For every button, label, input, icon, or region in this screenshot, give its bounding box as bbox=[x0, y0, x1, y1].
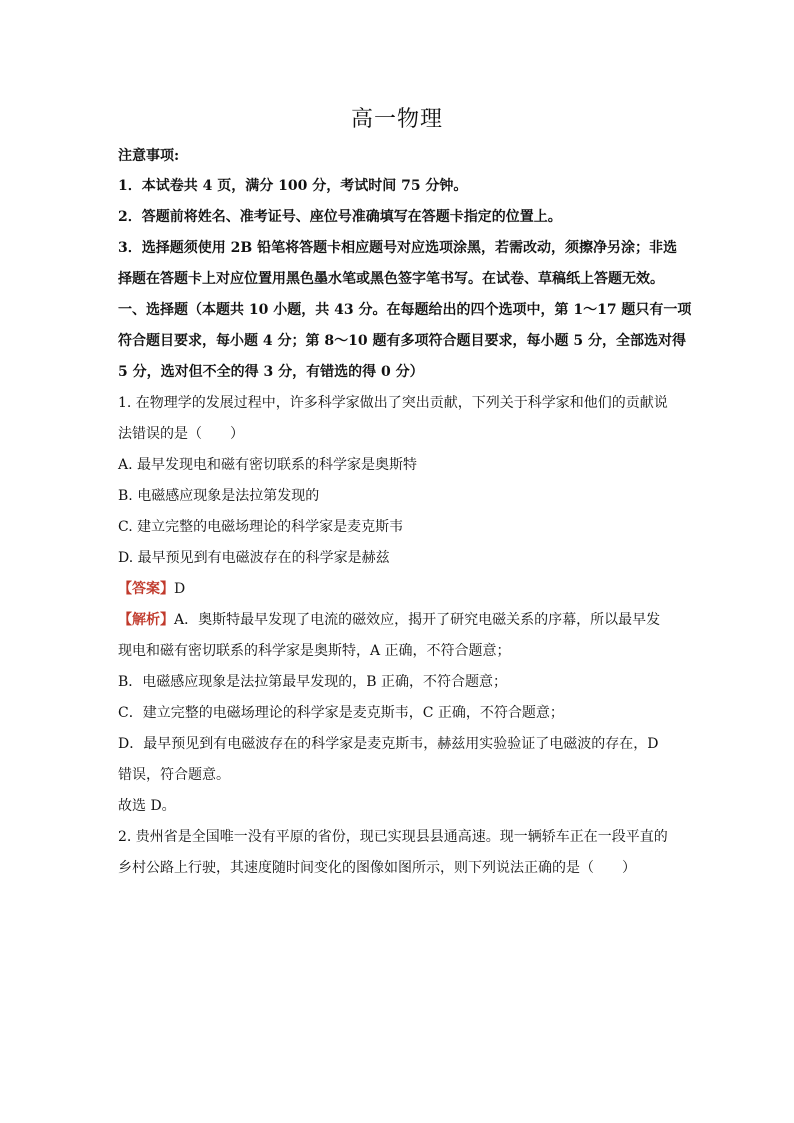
notice-item-1: 1．本试卷共 4 页，满分 100 分，考试时间 75 分钟。 bbox=[118, 178, 468, 194]
analysis-text: A．奥斯特最早发现了电流的磁效应，揭开了研究电磁关系的序幕，所以最早发 bbox=[174, 612, 661, 628]
q1-stem-1: 1. 在物理学的发展过程中，许多科学家做出了突出贡献，下列关于科学家和他们的贡献说 bbox=[118, 395, 668, 411]
q2-stem-2: 乡村公路上行驶，其速度随时间变化的图像如图所示，则下列说法正确的是（ ） bbox=[118, 860, 636, 876]
notice-item-3: 3．选择题须使用 2B 铅笔将答题卡相应题号对应选项涂黑，若需改动，须擦净另涂；非选 bbox=[118, 240, 678, 256]
q1-stem-2: 法错误的是（ ） bbox=[118, 426, 244, 442]
answer-value: D bbox=[174, 581, 186, 597]
q1-option-d: D. 最早预见到有电磁波存在的科学家是赫兹 bbox=[118, 550, 390, 566]
q1-analysis-line-5: D．最早预见到有电磁波存在的科学家是麦克斯韦，赫兹用实验验证了电磁波的存在，D bbox=[118, 736, 659, 752]
answer-tag: 【答案】 bbox=[118, 581, 174, 597]
q1-answer-line bbox=[118, 579, 678, 599]
q1-analysis-line-2: 现电和磁有密切联系的科学家是奥斯特，A 正确，不符合题意； bbox=[118, 643, 511, 659]
page-title: 高一物理 bbox=[350, 107, 443, 132]
section1-intro-3: 5 分，选对但不全的得 3 分，有错选的得 0 分） bbox=[118, 364, 424, 380]
q1-option-c: C. 建立完整的电磁场理论的科学家是麦克斯韦 bbox=[118, 519, 404, 535]
q1-analysis-line-6: 错误，符合题意。 bbox=[118, 767, 230, 783]
q2-stem-1: 2. 贵州省是全国唯一没有平原的省份，现已实现县县通高速。现一辆轿车正在一段平直的 bbox=[118, 829, 668, 845]
notice-item-3-cont: 择题在答题卡上对应位置用黑色墨水笔或黑色签字笔书写。在试卷、草稿纸上答题无效。 bbox=[118, 271, 664, 287]
q1-option-b: B. 电磁感应现象是法拉第发现的 bbox=[118, 488, 320, 504]
notice-item-2: 2．答题前将姓名、准考证号、座位号准确填写在答题卡指定的位置上。 bbox=[118, 209, 562, 225]
notice-heading: 注意事项: bbox=[118, 148, 180, 164]
section1-intro-1: 一、选择题（本题共 10 小题，共 43 分。在每题给出的四个选项中，第 1～17 题只有一项 bbox=[118, 302, 692, 318]
section1-intro-2: 符合题目要求，每小题 4 分；第 8～10 题有多项符合题目要求，每小题 5 分，全部选对得 bbox=[118, 333, 686, 349]
q1-analysis-line-3: B．电磁感应现象是法拉第最早发现的，B 正确，不符合题意； bbox=[118, 674, 508, 690]
analysis-tag: 【解析】 bbox=[118, 612, 174, 628]
q1-option-a: A. 最早发现电和磁有密切联系的科学家是奥斯特 bbox=[118, 457, 418, 473]
q1-analysis-line-1 bbox=[118, 610, 678, 630]
q1-analysis-line-7: 故选 D。 bbox=[118, 798, 176, 814]
q1-analysis-line-4: C．建立完整的电磁场理论的科学家是麦克斯韦，C 正确，不符合题意； bbox=[118, 705, 564, 721]
